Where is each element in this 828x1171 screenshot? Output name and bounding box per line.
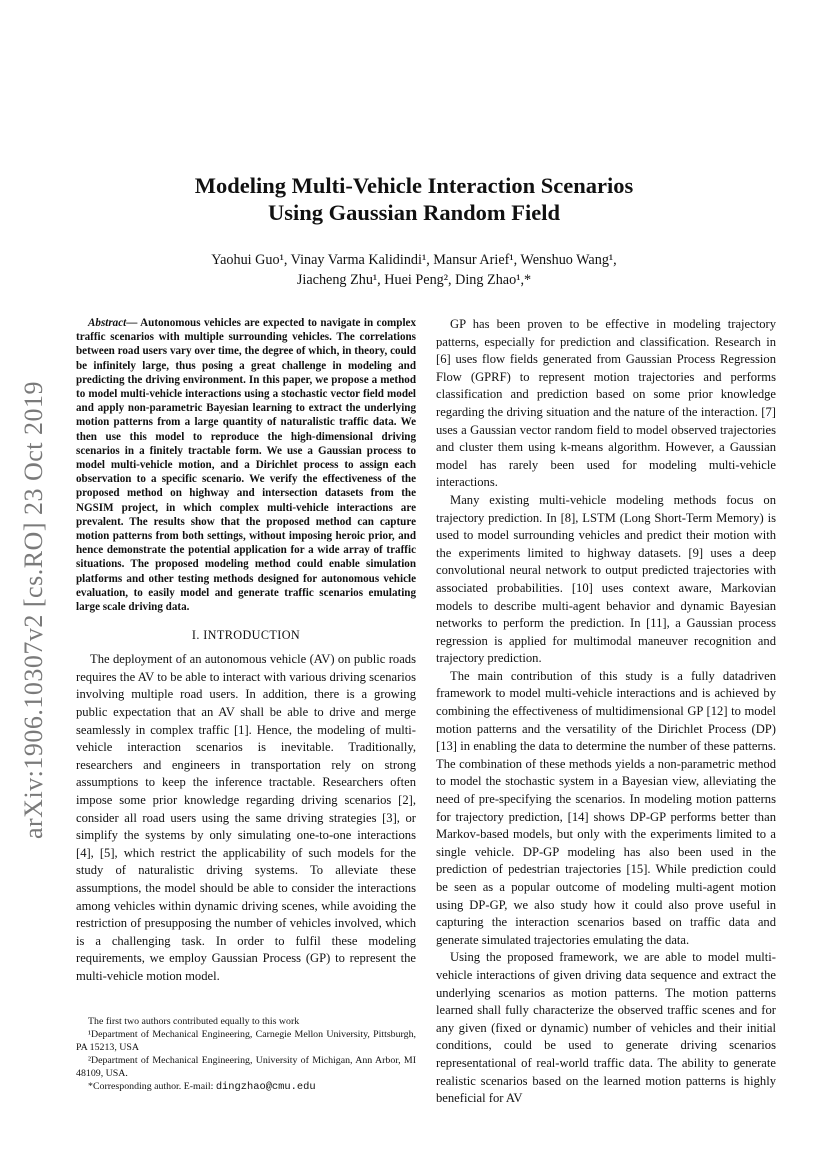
intro-paragraph-1: The deployment of an autonomous vehicle (AV) on public roads requires the AV to be able to interact with various driving scenarios involving multiple road users. In addition, there is a growing public expectation that an AV shall be able to drive and merge seamlessly in complex traffic [1]. Hence, the modeling of multi-vehicle interaction scenarios is inevitable. Traditionally, researchers and engineers in transportation rely on strong assumptions to keep the inference tractable. Researchers often impose some prior knowledge regarding driving scenarios [2], consider all road users using the same driving strategies [3], or simplify the systems by only simulating one-to-one interactions [4], [5], which restrict the applicability of such models for the study of naturalistic driving systems. To alleviate these assumptions, the model should be able to consider the interactions among vehicles within dynamic driving scenes, while avoiding the restriction of presupposing the number of vehicles involved, which is a challenging task. In order to fulfil these modeling requirements, we employ Gaussian Process (GP) to represent the multi-vehicle motion model. <box>76 652 416 983</box>
footnote-corresponding-author <box>76 1081 416 1093</box>
arxiv-identifier: arXiv:1906.10307v2 [cs.RO] 23 Oct 2019 <box>19 380 48 840</box>
right-column <box>436 316 776 1108</box>
title-line-2: Using Gaussian Random Field <box>268 200 560 225</box>
footnote-equal-contribution: The first two authors contributed equally to this work <box>88 1016 300 1027</box>
abstract-label: Abstract <box>88 317 127 329</box>
right-paragraph-1: GP has been proven to be effective in modeling trajectory patterns, especially for prediction and classification. Research in [6] uses flow fields generated from Gaussian Process Regression Flow (GPRF) to represent motion trajectories and performs classification and prediction based on some prior knowledge regarding the driving situation and the nature of the interaction. [7] uses a Gaussian vector random field to model observed trajectories and cluster them using k-means algorithm. However, a Gaussian model has rarely been used for modeling multi-vehicle interactions. <box>436 317 776 490</box>
corresponding-email: dingzhao@cmu.edu <box>215 1081 316 1094</box>
abstract-text: — Autonomous vehicles are expected to navigate in complex traffic scenarios with multiple surrounding vehicles. The correlations between road users vary over time, the degree of which, in theory, could be infinitely large, thus posing a great challenge in modeling and predicting the driving environment. In this paper, we propose a method to model multi-vehicle interactions using a stochastic vector field model and apply non-parametric Bayesian learning to extract the underlying motion patterns from a large quantity of naturalistic traffic data. We then use this model to reproduce the high-dimensional driving scenarios in a finitely tractable form. We use a Gaussian process to model multi-vehicle motion, and a Dirichlet process to assign each observation to a specific scenario. We verify the effectiveness of the proposed method on highway and intersection datasets from the NGSIM project, in which complex multi-vehicle interactions are prevalent. The results show that the proposed method can capture motion patterns from both settings, without imposing heroic prior, and hence demonstrate the potential application for a wide array of traffic situations. The proposed modeling method could enable simulation platforms and other testing methods designed for autonomous vehicle evaluation, to easily model and generate traffic scenarios emulating large scale driving data. <box>76 317 416 614</box>
footnotes <box>76 1016 416 1094</box>
footnote-affiliation-1: ¹Department of Mechanical Engineering, Carnegie Mellon University, Pittsburgh, PA 15213, USA <box>76 1029 416 1053</box>
title-line-1: Modeling Multi-Vehicle Interaction Scenarios <box>194 173 634 198</box>
arxiv-sidebar <box>4 360 64 860</box>
right-paragraph-3: The main contribution of this study is a fully datadriven framework to model multi-vehicle interactions and is achieved by combining the effectiveness of multidimensional GP [12] to model motion patterns and the versatility of the Dirichlet Process (DP) [13] in enabling the data to determine the number of these patterns. The combination of these methods yields a non-parametric method to model the stochastic system in a Bayesian view, alleviating the need of pre-specifying the scenarios. In modeling motion patterns for trajectory prediction, [14] shows DP-GP performs better than Markov-based models, but only with the experiments limited to a single vehicle. DP-GP modeling has also been used in the prediction of pedestrian trajectories [15]. While prediction could be seen as a popular outcome of modeling multi-agent motion using DP-GP, we also study how it could also prove useful in capturing the interaction scenarios based on traffic data and generate simulated trajectories emulating the data. <box>436 668 776 947</box>
authors-line-1: Yaohui Guo¹, Vinay Varma Kalidindi¹, Mansur Arief¹, Wenshuo Wang¹, <box>211 252 617 268</box>
left-column <box>76 316 416 986</box>
section-heading-introduction: I. INTRODUCTION <box>191 628 301 643</box>
right-paragraph-2: Many existing multi-vehicle modeling methods focus on trajectory prediction. In [8], LSTM (Long Short-Term Memory) is used to model surrounding vehicles and predict their motion with the experiments limited to highway datasets. [9] uses a deep convolutional neural network to output predicted trajectories with associated probabilities. [10] uses context aware, Markovian models to describe multi-agent behavior and dynamic Bayesian networks to perform the prediction. In [11], a Gaussian process regression is applied for multimodal maneuver recognition and trajectory prediction. <box>436 492 776 666</box>
authors-line-2: Jiacheng Zhu¹, Huei Peng², Ding Zhao¹,* <box>296 272 532 288</box>
paper-title <box>0 172 828 226</box>
abstract <box>76 316 416 614</box>
footnote-affiliation-2: ²Department of Mechanical Engineering, University of Michigan, Ann Arbor, MI 48109, USA. <box>76 1055 416 1079</box>
author-list <box>0 250 828 290</box>
right-paragraph-4: Using the proposed framework, we are able to model multi-vehicle interactions of given driving data sequence and extract the underlying scenarios as motion patterns. The motion patterns learned shall fully characterize the observed traffic scenes and for any given (fixed or dynamic) number of vehicles and their initial conditions, could be used to generate driving scenarios representational of real-world traffic data. The ability to generate realistic scenarios based on the learned motion patterns is highly beneficial for AV <box>436 950 776 1106</box>
corresponding-prefix: *Corresponding author. E-mail: <box>88 1081 216 1093</box>
